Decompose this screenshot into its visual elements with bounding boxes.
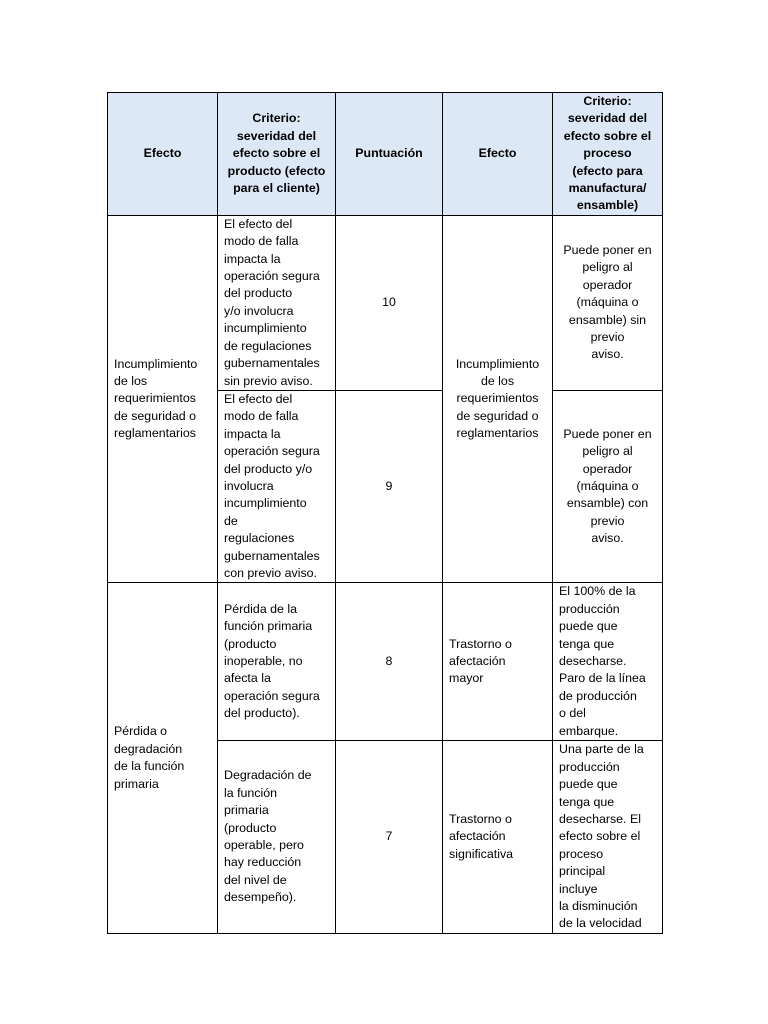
header-score: Puntuación xyxy=(336,93,443,216)
score-cell: 9 xyxy=(336,390,443,582)
score-cell: 8 xyxy=(336,583,443,741)
process-criterion-cell: Puede poner en peligro al operador (máquina o ensamble) sin previo aviso. xyxy=(553,215,663,390)
header-product-criterion: Criterio: severidad del efecto sobre el producto (efecto para el cliente) xyxy=(218,93,336,216)
table-row xyxy=(108,583,663,741)
effect-cell: Incumplimiento de los requerimientos de seguridad o reglamentarios xyxy=(108,215,218,583)
severity-criteria-table xyxy=(107,92,663,934)
header-row xyxy=(108,93,663,216)
header-process-criterion: Criterio: severidad del efecto sobre el proceso (efecto para manufactura/ ensamble) xyxy=(553,93,663,216)
product-criterion-cell: El efecto del modo de falla impacta la operación segura del producto y/o involucra incumplimiento de regulaciones gubernamentales con previo aviso. xyxy=(218,390,336,582)
process-criterion-cell: Una parte de la producción puede que tenga que desecharse. El efecto sobre el proceso principal incluye la disminución de la velocidad xyxy=(553,741,663,934)
product-criterion-cell: Pérdida de la función primaria (producto inoperable, no afecta la operación segura del producto). xyxy=(218,583,336,741)
table-row xyxy=(108,215,663,390)
product-criterion-cell: Degradación de la función primaria (producto operable, pero hay reducción del nivel de desempeño). xyxy=(218,741,336,934)
score-cell: 10 xyxy=(336,215,443,390)
process-criterion-cell: El 100% de la producción puede que tenga que desecharse. Paro de la línea de producción o del embarque. xyxy=(553,583,663,741)
process-effect-cell: Incumplimiento de los requerimientos de seguridad o reglamentarios xyxy=(443,215,553,583)
product-criterion-cell: El efecto del modo de falla impacta la operación segura del producto y/o involucra incumplimiento de regulaciones gubernamentales sin previo aviso. xyxy=(218,215,336,390)
header-process-effect: Efecto xyxy=(443,93,553,216)
process-criterion-cell: Puede poner en peligro al operador (máquina o ensamble) con previo aviso. xyxy=(553,390,663,582)
score-cell: 7 xyxy=(336,741,443,934)
header-effect: Efecto xyxy=(108,93,218,216)
effect-cell: Pérdida o degradación de la función primaria xyxy=(108,583,218,934)
process-effect-cell: Trastorno o afectación significativa xyxy=(443,741,553,934)
process-effect-cell: Trastorno o afectación mayor xyxy=(443,583,553,741)
